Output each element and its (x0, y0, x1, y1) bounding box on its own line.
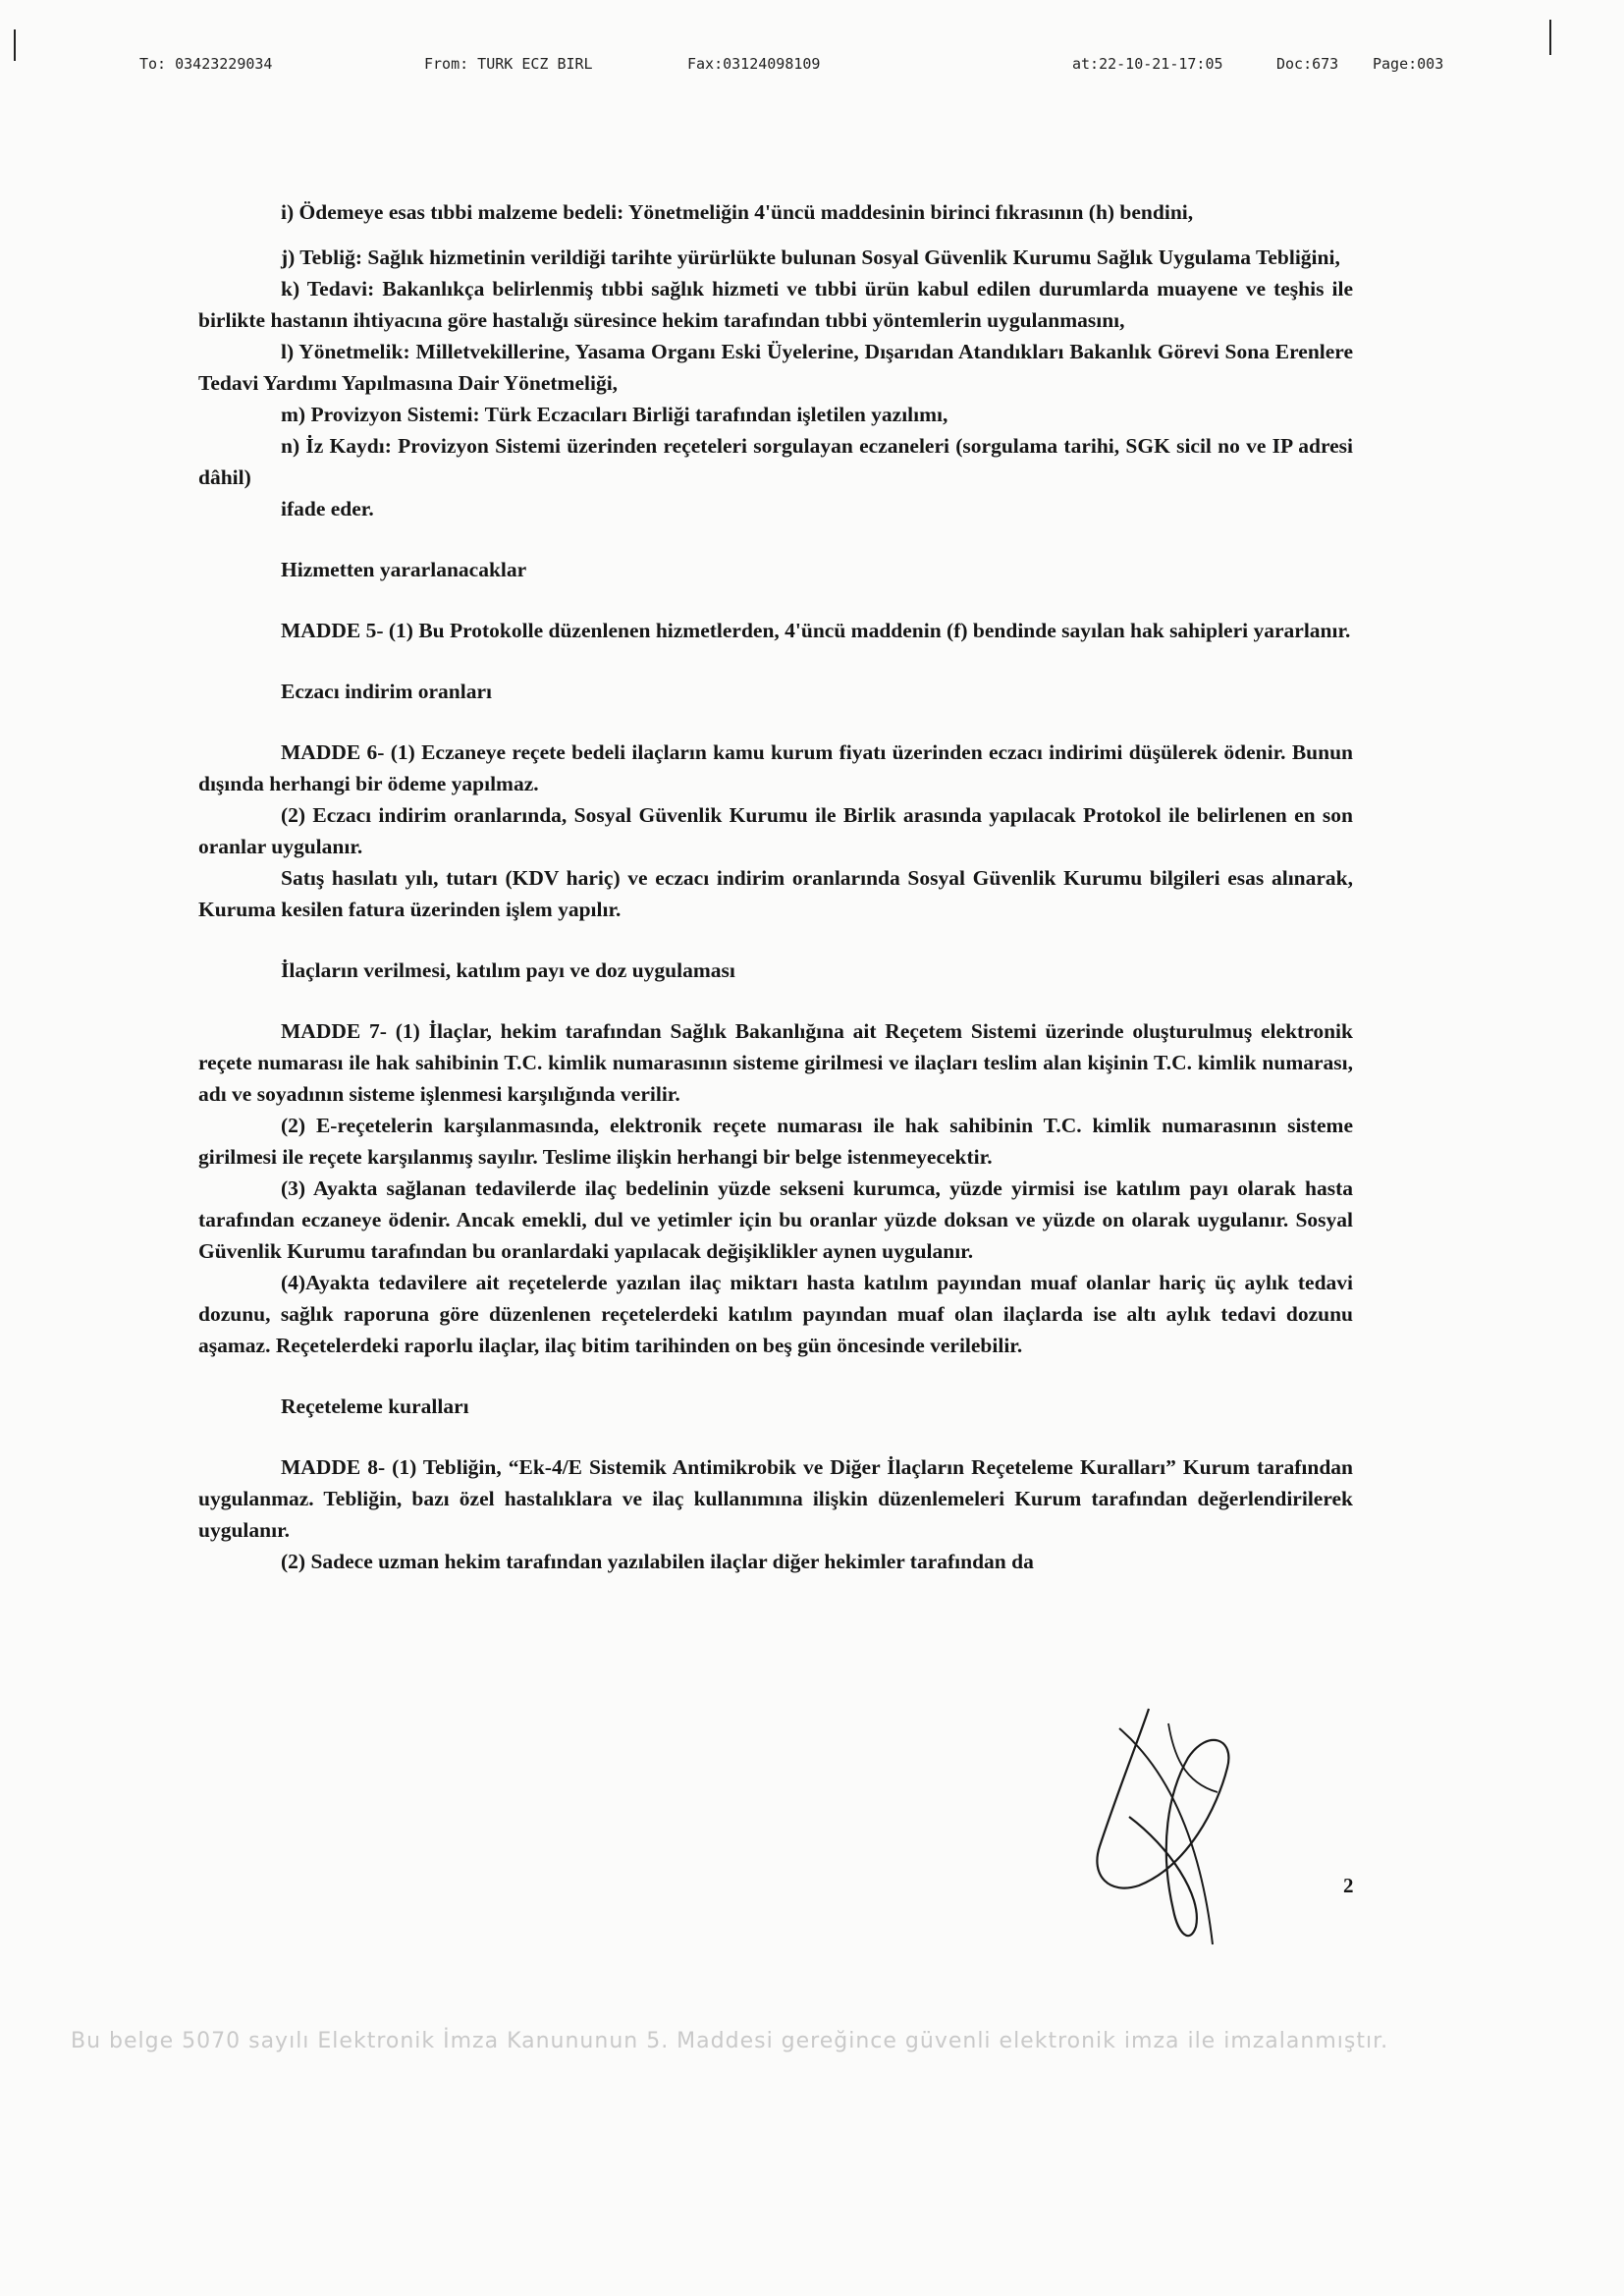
article-6-para-2: (2) Eczacı indirim oranlarında, Sosyal Güvenlik Kurumu ile Birlik arasında yapılacak Protokol ile belirlenen en son oranlar uygulanır. (198, 803, 1353, 858)
article-7-para-1: MADDE 7- (1) İlaçlar, hekim tarafından Sağlık Bakanlığına ait Reçetem Sistemi üzerinde oluşturulmuş elektronik reçete numarası ile hak sahibinin T.C. kimlik numarasının sisteme girilmesi ve ilaçları teslim alan kişinin T.C. kimlik numarası, adı ve soyadının sisteme işlenmesi karşılığında verilir. (198, 1019, 1353, 1106)
section-heading: Reçeteleme kuralları (281, 1394, 469, 1418)
article-8-para-2: (2) Sadece uzman hekim tarafından yazılabilen ilaçlar diğer hekimler tarafından da (281, 1550, 1034, 1573)
handwritten-signature (1080, 1699, 1247, 1954)
article-8-para-1: MADDE 8- (1) Tebliğin, “Ek-4/E Sistemik Antimikrobik ve Diğer İlaçların Reçeteleme Kuralları” Kurum tarafından uygulanmaz. Tebliğin, bazı özel hastalıklara ve ilaç kullanımına ilişkin düzenlemeleri Kurum tarafından değerlendirilerek uygulanır. (198, 1455, 1353, 1542)
fax-doc-number: Doc:673 (1276, 55, 1339, 73)
fax-header (0, 55, 1624, 79)
definition-n: n) İz Kaydı: Provizyon Sistemi üzerinden reçeteleri sorgulayan eczaneleri (sorgulama tarihi, SGK sicil no ve IP adresi dâhil) (198, 434, 1353, 489)
section-heading: Hizmetten yararlanacaklar (281, 558, 527, 581)
article-5-para-1: MADDE 5- (1) Bu Protokolle düzenlenen hizmetlerden, 4'üncü maddenin (f) bendinde sayılan hak sahipleri yararlanır. (281, 619, 1351, 642)
definition-k: k) Tedavi: Bakanlıkça belirlenmiş tıbbi sağlık hizmeti ve tıbbi ürün kabul edilen durumlarda muayene ve teşhis ile birlikte hastanın ihtiyacına göre hastalığı süresince hekim tarafından tıbbi yöntemlerin uygulanmasını, (198, 277, 1353, 332)
fax-number: Fax:03124098109 (687, 55, 821, 73)
section-heading: Eczacı indirim oranları (281, 680, 492, 703)
article-7-para-3: (3) Ayakta sağlanan tedavilerde ilaç bedelinin yüzde sekseni kurumca, yüzde yirmisi ise katılım payı olarak hasta tarafından eczaneye ödenir. Ancak emekli, dul ve yetimler için bu oranlar yüzde doksan ve yüzde on olarak uygulanır. Sosyal Güvenlik Kurumu tarafından bu oranlardaki yapılacak değişiklikler aynen uygulanır. (198, 1176, 1353, 1263)
e-signature-footer: Bu belge 5070 sayılı Elektronik İmza Kanununun 5. Maddesi gereğince güvenli elektronik imza ile imzalanmıştır. (71, 2029, 1389, 2053)
article-7-para-2: (2) E-reçetelerin karşılanmasında, elektronik reçete numarası ile hak sahibinin T.C. kimlik numarasının sisteme girilmesi ile reçete karşılanmış sayılır. Teslime ilişkin herhangi bir belge istenmeyecektir. (198, 1114, 1353, 1169)
section-heading: İlaçların verilmesi, katılım payı ve doz uygulaması (281, 958, 735, 982)
article-6-para-1: MADDE 6- (1) Eczaneye reçete bedeli ilaçların kamu kurum fiyatı üzerinden eczacı indirimi düşülerek ödenir. Bunun dışında herhangi bir ödeme yapılmaz. (198, 740, 1353, 795)
definition-m: m) Provizyon Sistemi: Türk Eczacıları Birliği tarafından işletilen yazılımı, (281, 403, 948, 426)
fax-from: From: TURK ECZ BIRL (424, 55, 593, 73)
definition-l: l) Yönetmelik: Milletvekillerine, Yasama Organı Eski Üyelerine, Dışarıdan Atandıkları Bakanlık Görevi Sona Erenlere Tedavi Yardımı Yapılmasına Dair Yönetmeliği, (198, 340, 1353, 395)
document-body (198, 196, 1353, 1577)
definition-j: j) Tebliğ: Sağlık hizmetinin verildiği tarihte yürürlükte bulunan Sosyal Güvenlik Kurumu Sağlık Uygulama Tebliğini, (281, 246, 1340, 269)
scan-edge-mark-right (1549, 20, 1551, 55)
article-7-para-4: (4)Ayakta tedavilere ait reçetelerde yazılan ilaç miktarı hasta katılım payından muaf olanlar hariç üç aylık tedavi dozunu, sağlık raporuna göre düzenlenen reçetelerdeki katılım payından muaf olan ilaçlarda ise altı aylık tedavi dozunu aşamaz. Reçetelerdeki raporlu ilaçlar, ilaç bitim tarihinden on beş gün öncesinde verilebilir. (198, 1271, 1353, 1357)
definition-i: i) Ödemeye esas tıbbi malzeme bedeli: Yönetmeliğin 4'üncü maddesinin birinci fıkrasının (h) bendini, (281, 200, 1194, 224)
fax-page-number: Page:003 (1373, 55, 1444, 73)
fax-to: To: 03423229034 (139, 55, 273, 73)
definition-closing: ifade eder. (281, 497, 374, 520)
fax-timestamp: at:22-10-21-17:05 (1072, 55, 1223, 73)
page-number: 2 (1343, 1874, 1354, 1897)
article-6-para-3: Satış hasılatı yılı, tutarı (KDV hariç) ve eczacı indirim oranlarında Sosyal Güvenlik Kurumu bilgileri esas alınarak, Kuruma kesilen fatura üzerinden işlem yapılır. (198, 866, 1353, 921)
